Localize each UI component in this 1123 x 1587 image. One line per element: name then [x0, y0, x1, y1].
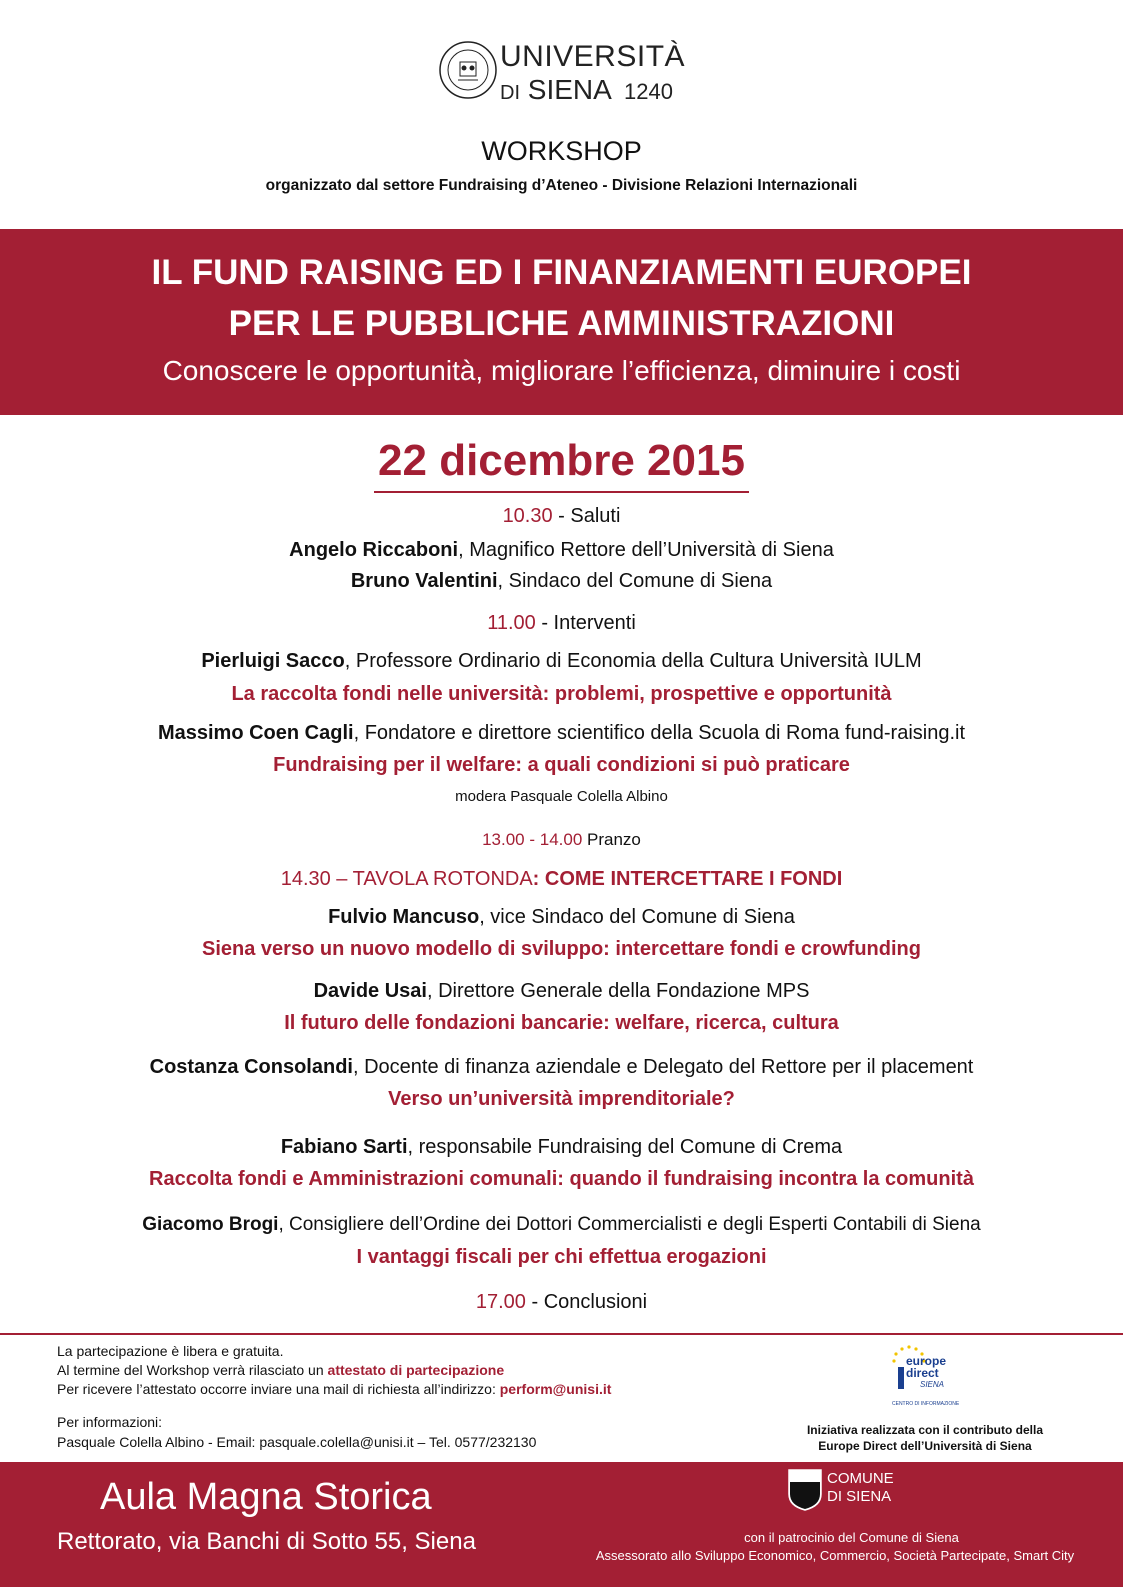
session-conclusioni	[0, 1291, 1123, 1314]
europe-direct-caption1: Iniziativa realizzata con il contributo della	[806, 1423, 1044, 1437]
session-pranzo	[0, 830, 1123, 850]
organizer: organizzato dal settore Fundraising d’Ateneo - Divisione Relazioni Internazionali	[265, 177, 858, 194]
university-name-line1: UNIVERSITÀ	[500, 40, 686, 73]
speaker-riccaboni	[0, 539, 1123, 562]
comune-shield-icon	[787, 1468, 823, 1512]
info-request-text: Per ricevere l’attestato occorre inviare una mail di richiesta all’indirizzo:	[57, 1381, 500, 1397]
speaker-consolandi	[0, 1056, 1123, 1079]
session-time: 17.00	[475, 1291, 526, 1313]
talk-title: Raccolta fondi e Amministrazioni comunali: quando il fundraising incontra la comunità	[149, 1168, 974, 1190]
title-line2: PER LE PUBBLICHE AMMINISTRAZIONI	[228, 304, 895, 343]
session-label: - Interventi	[535, 612, 636, 634]
university-siena: SIENA	[527, 74, 611, 105]
speaker-sacco	[0, 650, 1123, 673]
event-date-text: 22 dicembre 2015	[374, 436, 749, 493]
comune-name	[827, 1470, 894, 1506]
session-interventi	[0, 612, 1123, 635]
title-line1: IL FUND RAISING ED I FINANZIAMENTI EUROPEI	[151, 253, 972, 292]
session-time: 14.30 – TAVOLA ROTONDA	[280, 868, 533, 890]
speaker-role: , Consigliere dell’Ordine dei Dottori Commercialisti e degli Esperti Contabili di Siena	[278, 1214, 981, 1235]
europe-direct-caption2: Europe Direct dell’Università di Siena	[818, 1439, 1032, 1453]
talk-title: La raccolta fondi nelle università: problemi, prospettive e opportunità	[231, 683, 892, 705]
info-certificate-em: attestato di partecipazione	[327, 1362, 505, 1378]
speaker-name: Davide Usai	[313, 980, 427, 1002]
talk-title: Verso un’università imprenditoriale?	[388, 1088, 735, 1110]
speaker-role: , Magnifico Rettore dell’Università di Siena	[458, 539, 834, 561]
divider	[0, 1333, 1123, 1335]
session-time: 11.00	[487, 612, 536, 634]
speaker-name: Fabiano Sarti	[280, 1136, 408, 1158]
session-label: : COME INTERCETTARE I FONDI	[532, 868, 843, 890]
patronage-line1: con il patrocinio del Comune di Siena	[744, 1530, 959, 1545]
speaker-role: , responsabile Fundraising del Comune di Crema	[407, 1136, 843, 1158]
comune-logo	[787, 1468, 907, 1516]
speaker-name: Costanza Consolandi	[149, 1056, 353, 1078]
university-name-line2	[500, 74, 673, 106]
speaker-role: , vice Sindaco del Comune di Siena	[479, 906, 795, 928]
subtitle: Conoscere le opportunità, migliorare l’efficienza, diminuire i costi	[162, 355, 961, 386]
talk-title: Siena verso un nuovo modello di sviluppo: intercettare fondi e crowfunding	[202, 938, 921, 960]
speaker-name: Angelo Riccaboni	[289, 539, 459, 561]
speaker-name: Giacomo Brogi	[142, 1214, 279, 1235]
speaker-role: , Direttore Generale della Fondazione MPS	[426, 980, 810, 1002]
speaker-name: Bruno Valentini	[350, 570, 498, 592]
speaker-brogi	[0, 1214, 1123, 1236]
university-seal-icon	[438, 40, 498, 100]
speaker-coen-cagli	[0, 722, 1123, 745]
speaker-name: Massimo Coen Cagli	[157, 722, 354, 744]
info-request	[57, 1381, 611, 1397]
info-contact: Pasquale Colella Albino - Email: pasquale.colella@unisi.it – Tel. 0577/232130	[57, 1434, 537, 1450]
speaker-role: , Sindaco del Comune di Siena	[497, 570, 773, 592]
europe-direct-logo-icon	[884, 1343, 974, 1413]
speaker-sarti	[0, 1136, 1123, 1159]
speaker-valentini	[0, 570, 1123, 593]
info-contact-label: Per informazioni:	[57, 1414, 163, 1430]
speaker-role: , Docente di finanza aziendale e Delegato del Rettore per il placement	[352, 1056, 974, 1078]
europe-direct-word2: direct	[906, 1366, 939, 1380]
session-label: Pranzo	[582, 830, 641, 849]
session-tavola-rotonda	[0, 868, 1123, 891]
moderator: modera Pasquale Colella Albino	[455, 788, 668, 805]
info-free: La partecipazione è libera e gratuita.	[57, 1343, 284, 1359]
comune-name-line2: DI SIENA	[827, 1488, 892, 1505]
speaker-mancuso	[0, 906, 1123, 929]
footer-band	[0, 1462, 1123, 1587]
session-time: 13.00 - 14.00	[482, 830, 583, 849]
talk-title: Fundraising per il welfare: a quali condizioni si può praticare	[273, 754, 850, 776]
speaker-name: Pierluigi Sacco	[201, 650, 345, 672]
info-email-link[interactable]: perform@unisi.it	[499, 1381, 612, 1397]
europe-direct-city: SIENA	[920, 1380, 945, 1389]
session-label: - Conclusioni	[525, 1291, 648, 1313]
speaker-name: Fulvio Mancuso	[328, 906, 480, 928]
talk-title: I vantaggi fiscali per chi effettua erogazioni	[356, 1246, 767, 1268]
speaker-role: , Professore Ordinario di Economia della Cultura Università IULM	[344, 650, 922, 672]
europe-direct-word1: europe	[906, 1354, 947, 1368]
university-di: DI	[500, 82, 520, 104]
session-label: - Saluti	[552, 505, 621, 527]
title-band	[0, 229, 1123, 415]
event-type: WORKSHOP	[481, 136, 642, 166]
university-logo	[438, 40, 688, 104]
session-saluti	[0, 505, 1123, 528]
info-certificate-text: Al termine del Workshop verrà rilasciato un	[57, 1362, 328, 1378]
speaker-role: , Fondatore e direttore scientifico della Scuola di Roma fund-raising.it	[353, 722, 966, 744]
talk-title: Il futuro delle fondazioni bancarie: welfare, ricerca, cultura	[284, 1012, 839, 1034]
venue-address: Rettorato, via Banchi di Sotto 55, Siena	[57, 1528, 476, 1555]
session-time: 10.30	[502, 505, 553, 527]
university-year: 1240	[624, 79, 673, 104]
comune-name-line1: COMUNE	[827, 1470, 894, 1487]
europe-direct-sub: CENTRO DI INFORMAZIONE	[892, 1401, 960, 1407]
speaker-usai	[0, 980, 1123, 1003]
venue-name: Aula Magna Storica	[100, 1476, 432, 1518]
event-date	[0, 436, 1123, 486]
info-certificate	[57, 1362, 504, 1378]
patronage-line2: Assessorato allo Sviluppo Economico, Commercio, Società Partecipate, Smart City	[595, 1548, 1075, 1563]
